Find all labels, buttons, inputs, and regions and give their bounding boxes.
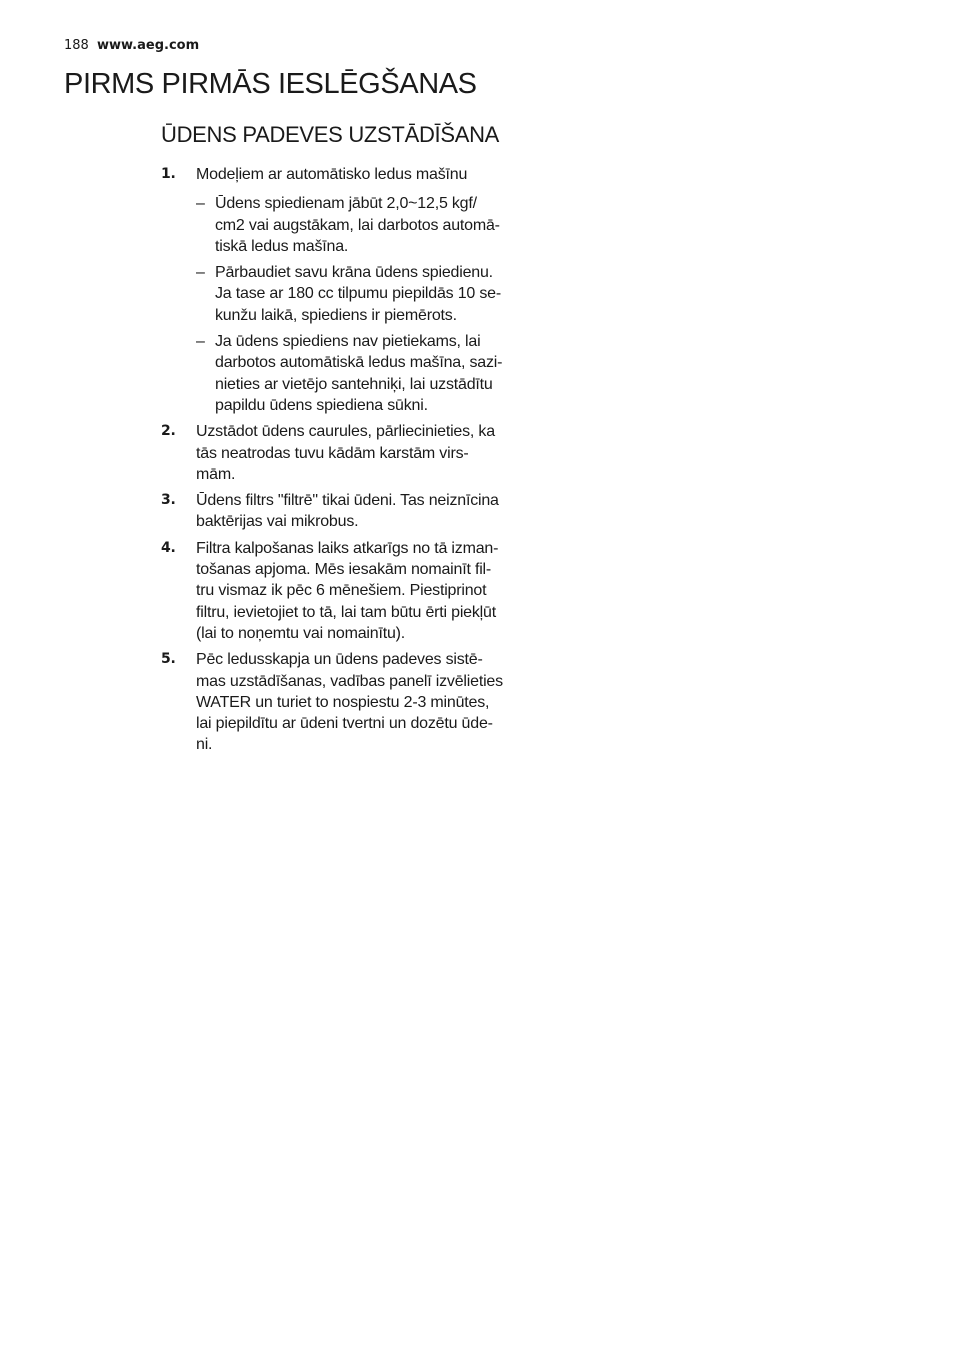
text-line: Pārbaudiet savu krāna ūdens spiedienu. (215, 264, 493, 282)
dash-bullet: – (196, 264, 205, 282)
text-line: tās neatrodas tuvu kādām karstām virs- (196, 444, 469, 462)
instruction-list (161, 164, 516, 761)
text-line: darbotos automātiskā ledus mašīna, sazi- (215, 354, 503, 372)
text-line: (lai to noņemtu vai nomainītu). (196, 624, 406, 642)
text-line: Pēc ledusskapja un ūdens padeves sistē- (196, 651, 483, 669)
text-line: nieties ar vietējo santehniķi, lai uzstādītu (215, 375, 493, 393)
text-line: tru vismaz ik pēc 6 mēnešiem. Piestiprinot (196, 582, 487, 600)
text-line: mām. (196, 465, 236, 483)
item-text (196, 164, 516, 185)
text-line: WATER un turiet to nospiestu 2-3 minūtes, (196, 693, 490, 711)
list-item (161, 421, 516, 485)
text-line: mas uzstādīšanas, vadības panelī izvēlieties (196, 672, 503, 690)
sub-list-item (196, 193, 516, 257)
sub-list (196, 193, 516, 416)
item-text (196, 538, 516, 644)
text-line: Ūdens spiedienam jābūt 2,0~12,5 kgf/ (215, 195, 477, 213)
item-number: 4. (161, 539, 176, 556)
text-line: tiskā ledus mašīna. (215, 237, 349, 255)
text-line: Filtra kalpošanas laiks atkarīgs no tā izman- (196, 539, 499, 557)
section-title: ŪDENS PADEVES UZSTĀDĪŠANA (161, 122, 500, 147)
text-line: cm2 vai augstākam, lai darbotos automā- (215, 216, 500, 234)
website-link: www.aeg.com (96, 38, 200, 53)
text-line: Ja ūdens spiediens nav pietiekams, lai (215, 333, 481, 351)
dash-bullet: – (196, 195, 205, 213)
item-text (196, 649, 516, 755)
text-line: Uzstādot ūdens caurules, pārliecinieties, ka (196, 423, 495, 441)
list-item (161, 490, 516, 533)
page-number: 188 (64, 38, 89, 53)
text-line: baktērijas vai mikrobus. (196, 513, 359, 531)
list-item (161, 649, 516, 755)
text-line: Ja tase ar 180 cc tilpumu piepildās 10 se- (215, 285, 501, 303)
item-number: 3. (161, 492, 176, 509)
text-line: tošanas apjoma. Mēs iesakām nomainīt fil- (196, 561, 492, 579)
text-line: Ūdens filtrs "filtrē" tikai ūdeni. Tas neiznīcina (196, 492, 499, 510)
list-item (161, 538, 516, 644)
item-text (196, 490, 516, 533)
item-number: 1. (161, 166, 176, 182)
text-line: lai piepildītu ar ūdeni tvertni un dozētu ūde- (196, 715, 493, 733)
text-line: kunžu laikā, spiediens ir piemērots. (215, 306, 457, 324)
page-title: PIRMS PIRMĀS IESLĒGŠANAS (64, 68, 477, 100)
text-line: papildu ūdens spiediena sūkni. (215, 396, 428, 414)
item-number: 5. (161, 651, 176, 668)
list-item (161, 164, 516, 416)
sub-list-item (196, 331, 516, 416)
item-text (196, 421, 516, 485)
dash-bullet: – (196, 333, 205, 351)
item-number: 2. (161, 423, 176, 440)
text-line: ni. (196, 736, 213, 754)
page-header (64, 38, 199, 53)
sub-list-item (196, 262, 516, 326)
text-line: filtru, ievietojiet to tā, lai tam būtu ērti piekļūt (196, 603, 496, 621)
text-line: Modeļiem ar automātisko ledus mašīnu (196, 166, 468, 183)
